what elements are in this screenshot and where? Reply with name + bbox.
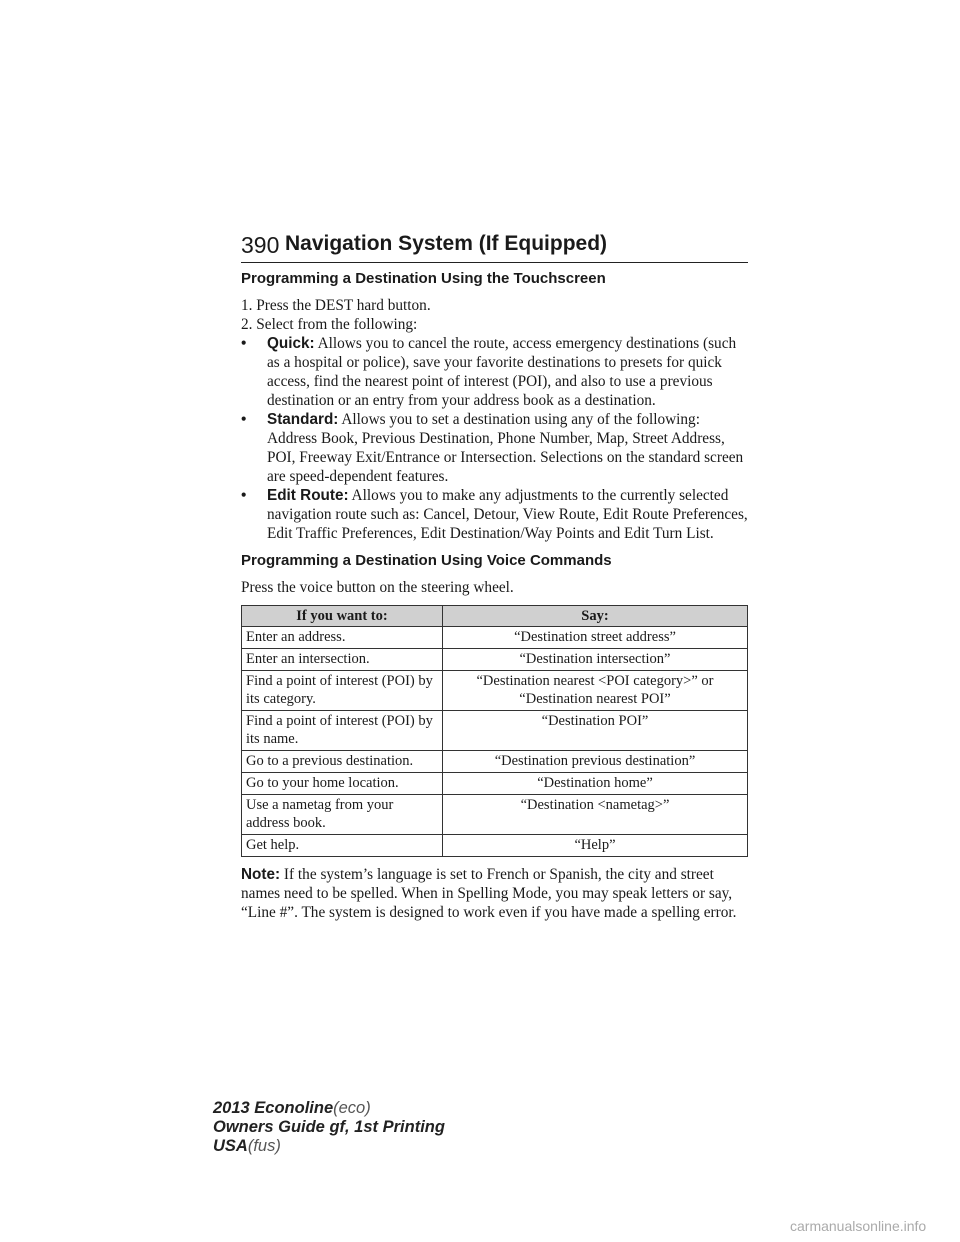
term-edit-route: Edit Route: <box>267 487 349 504</box>
desc-edit-route: Allows you to make any adjustments to the currently selected navigation route such as: Cancel, Detour, View Route, Edit Route Preferences, Edit Traffic Preferences, Edit Destination/Way Points and Edit Turn List. <box>267 487 748 542</box>
note-label: Note: <box>241 866 281 883</box>
desc-standard: Allows you to set a destination using any of the following: Address Book, Previous Destination, Phone Number, Map, Street Address, POI, Freeway Exit/Entrance or Intersection. Selections on the standard screen are speed-dependent features. <box>267 411 744 485</box>
bullet-icon: • <box>241 335 247 352</box>
footer-line-market <box>213 1137 445 1156</box>
column-header-say: Say: <box>443 606 748 627</box>
note-text: If the system’s language is set to French or Spanish, the city and street names need to be spelled. When in Spelling Mode, you may speak letters or say, “Line #”. The system is designed to work even if you have made a spelling error. <box>241 866 737 921</box>
document-footer <box>213 1099 445 1156</box>
footer-guide: Owners Guide gf, 1st Printing <box>213 1118 445 1136</box>
desc-quick: Allows you to cancel the route, access emergency destinations (such as a hospital or police), save your favorite destinations to presets for quick access, find the nearest point of interest (POI), and also to use a previous destination or an entry from your address book as a destination. <box>267 335 737 409</box>
table-header-row <box>242 606 748 627</box>
term-quick: Quick: <box>267 335 315 352</box>
table-row <box>242 711 748 751</box>
voice-commands-table <box>241 605 748 857</box>
page-number: 390 <box>241 232 280 258</box>
table-row <box>242 751 748 773</box>
step-2: 2. Select from the following: <box>241 316 418 333</box>
watermark: carmanualsonline.info <box>790 1218 927 1234</box>
section-heading-voice: Programming a Destination Using Voice Commands <box>241 552 612 569</box>
table-row <box>242 795 748 835</box>
table-cell-action: Go to a previous destination. <box>242 751 443 773</box>
note-paragraph <box>241 865 749 922</box>
footer-model-code: (eco) <box>333 1099 371 1117</box>
page-header <box>241 232 748 263</box>
table-cell-action: Go to your home location. <box>242 773 443 795</box>
step-1: 1. Press the DEST hard button. <box>241 297 431 314</box>
table-row <box>242 835 748 857</box>
chapter-title: Navigation System (If Equipped) <box>285 232 608 255</box>
list-item-quick <box>241 334 749 410</box>
table-cell-say: “Destination POI” <box>443 711 748 751</box>
footer-line-guide <box>213 1118 445 1137</box>
table-row <box>242 649 748 671</box>
table-cell-action: Find a point of interest (POI) by its category. <box>242 671 443 711</box>
table-row <box>242 773 748 795</box>
table-cell-action: Use a nametag from your address book. <box>242 795 443 835</box>
footer-line-model <box>213 1099 445 1118</box>
footer-model: 2013 Econoline <box>213 1099 334 1117</box>
voice-intro: Press the voice button on the steering wheel. <box>241 579 514 596</box>
section-heading-touchscreen: Programming a Destination Using the Touchscreen <box>241 270 606 287</box>
table-cell-action: Get help. <box>242 835 443 857</box>
footer-market: USA <box>213 1137 248 1155</box>
table-row <box>242 671 748 711</box>
table-cell-action: Enter an intersection. <box>242 649 443 671</box>
table-cell-say: “Destination street address” <box>443 627 748 649</box>
bullet-icon: • <box>241 487 247 504</box>
list-item-edit-route <box>241 486 749 543</box>
footer-market-code: (fus) <box>247 1137 281 1155</box>
table-cell-action: Enter an address. <box>242 627 443 649</box>
table-cell-say: “Destination previous destination” <box>443 751 748 773</box>
table-row <box>242 627 748 649</box>
page-content <box>241 270 749 922</box>
term-standard: Standard: <box>267 411 339 428</box>
table-cell-say: “Destination intersection” <box>443 649 748 671</box>
bullet-icon: • <box>241 411 247 428</box>
table-cell-say: “Destination nearest <POI category>” or “Destination nearest POI” <box>443 671 748 711</box>
column-header-action: If you want to: <box>242 606 443 627</box>
table-cell-action: Find a point of interest (POI) by its name. <box>242 711 443 751</box>
table-cell-say: “Help” <box>443 835 748 857</box>
table-cell-say: “Destination <nametag>” <box>443 795 748 835</box>
option-list <box>241 334 749 543</box>
table-cell-say: “Destination home” <box>443 773 748 795</box>
list-item-standard <box>241 410 749 486</box>
